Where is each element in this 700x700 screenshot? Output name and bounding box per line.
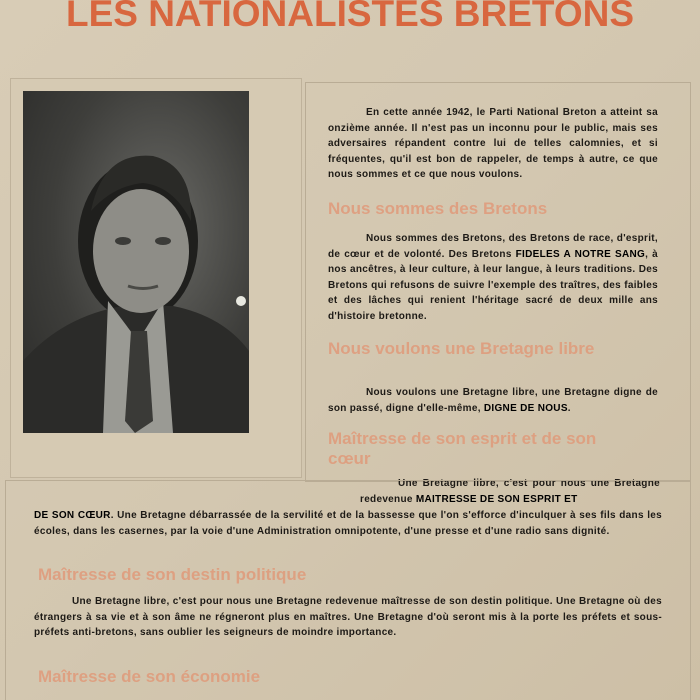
section-paragraph: Une Bretagne libre, c'est pour nous une Bretagne redevenue maîtresse de son destin politique. Une Bretagne où des étrangers à sa vie et à son âme ne régneront plus en maîtres. Une Bretagne d'où seront mis à la porte les préfets et sous-préfets anti-bretons, sans oublier les seigneurs de moindre importance. xyxy=(34,596,662,638)
section-heading: Nous sommes des Bretons xyxy=(328,199,548,218)
section-paragraph-continued: DE SON CŒUR. Une Bretagne débarrassée de la servilité et de la bassesse que l'on s'efforce d'inculquer à ses fils dans les écoles, dans les casernes, par la voie d'une Administration omnipotente, d'une presse et d'une radio sans dignité. xyxy=(34,510,662,537)
portrait-photo xyxy=(23,91,249,433)
section-heading: Nous voulons une Bretagne libre xyxy=(328,339,595,358)
section-heading: Maîtresse de son économie xyxy=(38,667,261,686)
section-heading: Maîtresse de son destin politique xyxy=(38,565,307,584)
section-paragraph: Nous sommes des Bretons, des Bretons de race, d'esprit, de cœur et de volonté. Des Bretons FIDELES A NOTRE SANG, à nos ancêtres, à leur culture, à leur langue, à leurs traditions. Des Bretons qui refusons de suivre l'exemple des traîtres, des faibles et des lâches qui renient l'héritage sacré de deux mille ans d'histoire bretonne. xyxy=(328,233,658,322)
portrait-frame xyxy=(10,78,302,478)
section-paragraph: Nous voulons une Bretagne libre, une Bretagne digne de son passé, digne d'elle-même, DIGNE DE NOUS. xyxy=(328,387,658,414)
text-panel xyxy=(305,82,691,482)
intro-paragraph: En cette année 1942, le Parti National Breton a atteint sa onzième année. Il n'est pas un inconnu pour le public, mais ses adversaires répandent contre lui de telles calomnies, et si fréquentes, qu'il est bon de rappeler, de temps à autre, ce que nous sommes et ce que nous voulons. xyxy=(328,107,658,180)
poster-title: LES NATIONALISTES BRETONS xyxy=(65,0,635,34)
section-heading: Maîtresse de son esprit et de son cœur xyxy=(328,429,597,468)
bottom-panel xyxy=(5,480,691,700)
portrait-figure xyxy=(23,91,249,433)
section-paragraph-start: Une Bretagne libre, c'est pour nous une Bretagne redevenue MAITRESSE DE SON ESPRIT ET xyxy=(360,478,660,505)
